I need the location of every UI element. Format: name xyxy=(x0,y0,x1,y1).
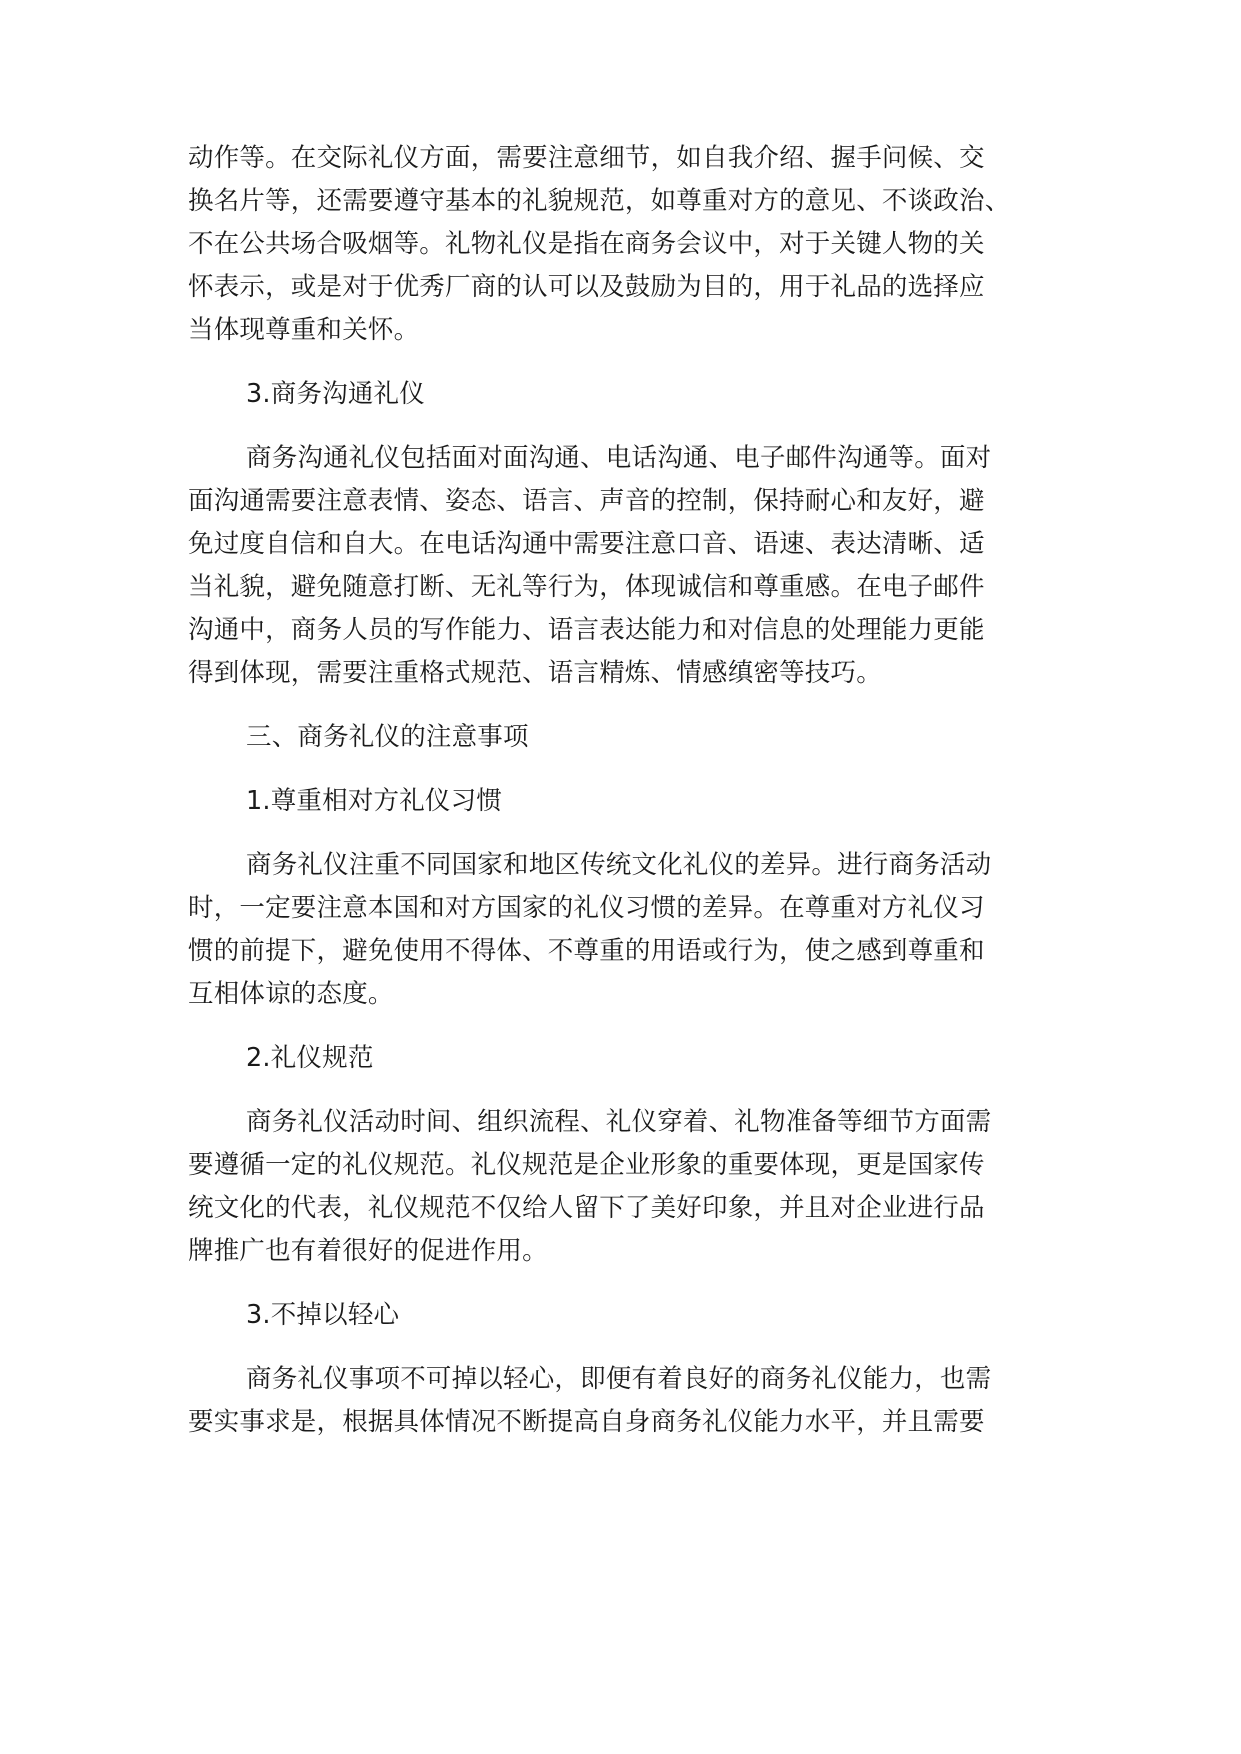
text-line: 不在公共场合吸烟等。礼物礼仪是指在商务会议中，对于关键人物的关 xyxy=(188,229,985,259)
text-line: 统文化的代表，礼仪规范不仅给人留下了美好印象，并且对企业进行品 xyxy=(188,1193,985,1223)
text-line: 动作等。在交际礼仪方面，需要注意细节，如自我介绍、握手问候、交 xyxy=(188,143,985,173)
text-line: 要遵循一定的礼仪规范。礼仪规范是企业形象的重要体现，更是国家传 xyxy=(188,1150,985,1180)
text-line: 当体现尊重和关怀。 xyxy=(188,315,420,345)
text-line: 惯的前提下，避免使用不得体、不尊重的用语或行为，使之感到尊重和 xyxy=(188,936,985,966)
section-heading: 2.礼仪规范 xyxy=(246,1043,374,1073)
text-line: 时，一定要注意本国和对方国家的礼仪习惯的差异。在尊重对方礼仪习 xyxy=(188,893,985,923)
section-heading: 3.不掉以轻心 xyxy=(246,1300,400,1330)
text-line: 换名片等，还需要遵守基本的礼貌规范，如尊重对方的意见、不谈政治、 xyxy=(188,186,1011,216)
text-line: 商务礼仪事项不可掉以轻心，即便有着良好的商务礼仪能力，也需 xyxy=(246,1364,992,1394)
text-line: 沟通中，商务人员的写作能力、语言表达能力和对信息的处理能力更能 xyxy=(188,615,985,645)
text-line: 商务礼仪活动时间、组织流程、礼仪穿着、礼物准备等细节方面需 xyxy=(246,1107,992,1137)
text-line: 免过度自信和自大。在电话沟通中需要注意口音、语速、表达清晰、适 xyxy=(188,529,985,559)
text-line: 面沟通需要注意表情、姿态、语言、声音的控制，保持耐心和友好，避 xyxy=(188,486,985,516)
section-heading: 3.商务沟通礼仪 xyxy=(246,379,425,409)
section-heading: 三、商务礼仪的注意事项 xyxy=(246,722,529,752)
text-line: 怀表示，或是对于优秀厂商的认可以及鼓励为目的，用于礼品的选择应 xyxy=(188,272,985,302)
text-line: 当礼貌，避免随意打断、无礼等行为，体现诚信和尊重感。在电子邮件 xyxy=(188,572,985,602)
text-line: 牌推广也有着很好的促进作用。 xyxy=(188,1236,548,1266)
text-line: 得到体现，需要注重格式规范、语言精炼、情感缜密等技巧。 xyxy=(188,658,882,688)
text-line: 商务沟通礼仪包括面对面沟通、电话沟通、电子邮件沟通等。面对 xyxy=(246,443,992,473)
text-line: 互相体谅的态度。 xyxy=(188,979,394,1009)
text-line: 商务礼仪注重不同国家和地区传统文化礼仪的差异。进行商务活动 xyxy=(246,850,992,880)
section-heading: 1.尊重相对方礼仪习惯 xyxy=(246,786,503,816)
text-line: 要实事求是，根据具体情况不断提高自身商务礼仪能力水平，并且需要 xyxy=(188,1407,985,1437)
